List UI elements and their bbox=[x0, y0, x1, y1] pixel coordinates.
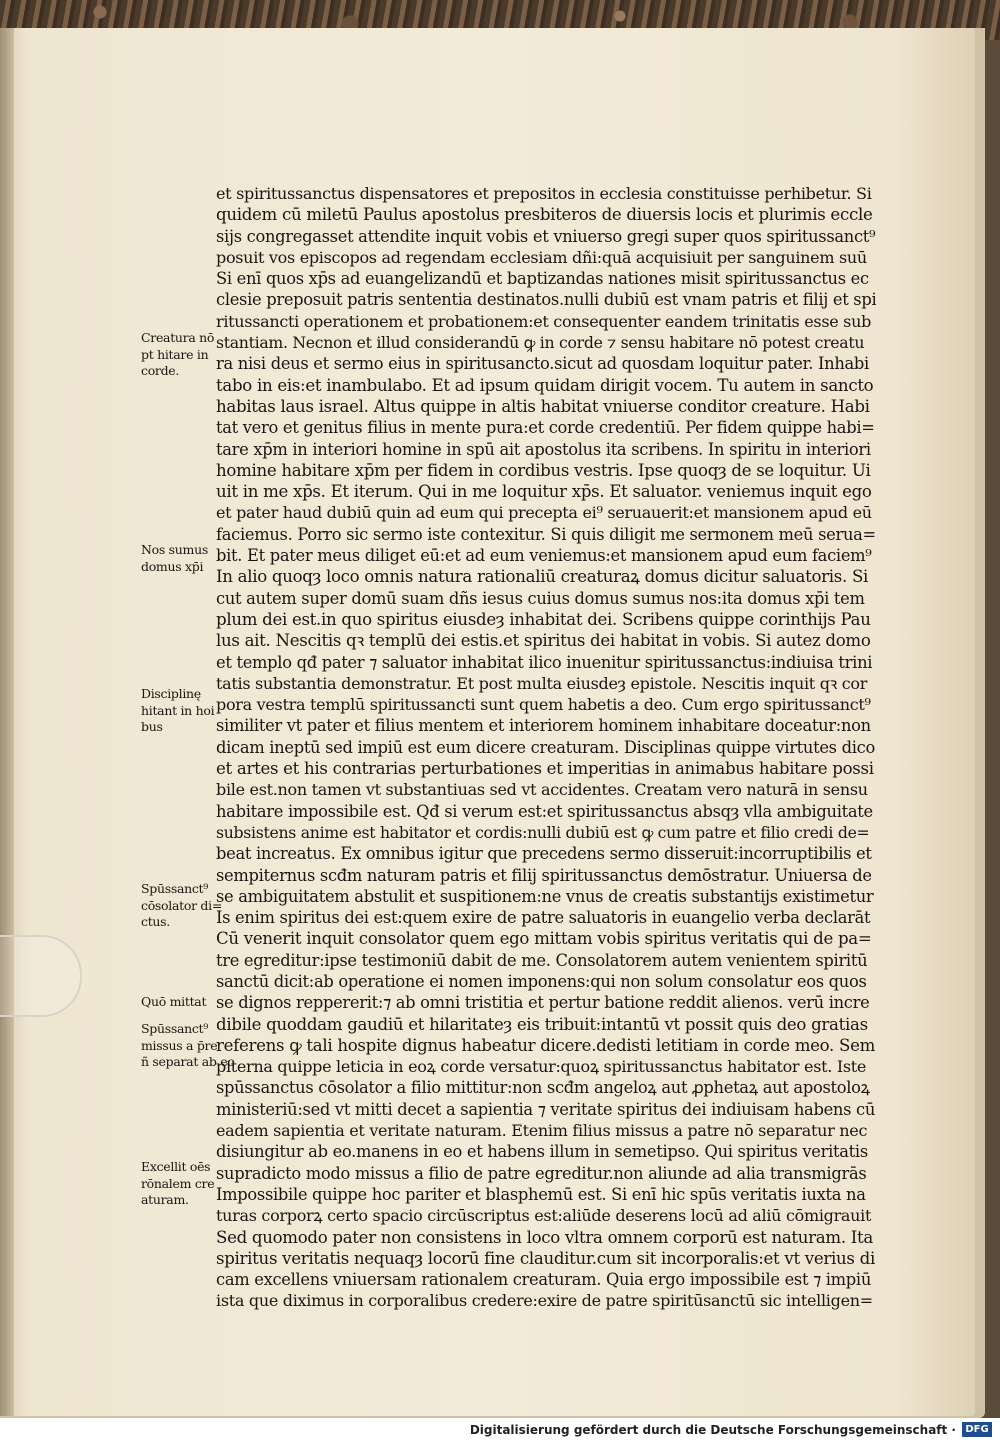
text-line: Sed quomodo pater non consistens in loco vltra omnem corporū est naturam. Ita bbox=[216, 1227, 874, 1247]
margin-gloss bbox=[141, 542, 233, 575]
gloss-line: missus a p̄re bbox=[141, 1037, 218, 1053]
text-line: ra nisi deus et sermo eius in spiritusancto.sicut ad quosdam loquitur pater. Inhabi bbox=[216, 354, 869, 374]
text-line: bit. Et pater meus diliget eū:et ad eum veniemus:et mansionem apud eum faciem⁹ bbox=[216, 546, 872, 566]
gloss-line: pt hitare in bbox=[141, 346, 209, 362]
gloss-line: Creatura nō bbox=[141, 330, 215, 345]
text-line: tatis substantia demonstratur. Et post multa eiusdeȝ epistole. Nescitis inquit qꝛ cor bbox=[216, 673, 868, 693]
gloss-line: Quō mittat bbox=[141, 994, 207, 1009]
text-line: lus ait. Nescitis qꝛ templū dei estis.et spiritus dei habitat in vobis. Si autez domo bbox=[216, 631, 871, 651]
text-line: tabo in eis:et inambulabo. Et ad ipsum quidam dirigit vocem. Tu autem in sancto bbox=[216, 375, 874, 395]
text-line: similiter vt pater et filius mentem et interiorem hominem inhabitare doceatur:non bbox=[216, 716, 871, 736]
text-line: disiungitur ab eo.manens in eo et habens illum in semetipso. Qui spiritus veritatis bbox=[216, 1142, 868, 1162]
text-line: Si enī quos xp̄s ad euangelizandū et baptizandas nationes misit spiritussanctus ec bbox=[216, 269, 869, 289]
text-line: Is enim spiritus dei est:quem exire de patre saluatoris in euangelio verba declarāt bbox=[216, 908, 871, 928]
text-line: In alio quoqȝ loco omnis natura rationaliū creaturaꝝ domus dicitur saluatoris. Si bbox=[216, 567, 869, 587]
text-line: Cū venerit inquit consolator quem ego mittam vobis spiritus veritatis qui de pa= bbox=[216, 929, 872, 949]
gloss-line: Spūssanct⁹ bbox=[141, 881, 208, 896]
gloss-line: aturam. bbox=[141, 1192, 189, 1207]
text-line: dibile quoddam gaudiū et hilaritateȝ eis tribuit:intantū vt possit quis deo gratias bbox=[216, 1014, 868, 1034]
text-line: eadem sapientia et veritate naturam. Etenim filius missus a patre nō separatur nec bbox=[216, 1121, 868, 1141]
margin-gloss bbox=[141, 881, 233, 931]
gloss-line: Nos sumus bbox=[141, 542, 208, 557]
text-line: plum dei est.in quo spiritus eiusdeȝ inhabitat dei. Scribens quippe corinthijs Pau bbox=[216, 609, 871, 629]
text-line: habitare impossibile est. Qđ si verum est:et spiritussanctus absqȝ vlla ambiguitate bbox=[216, 801, 873, 821]
margin-gloss bbox=[141, 1021, 233, 1071]
text-line: Impossibile quippe hoc pariter et blasphemū est. Si enī hic spūs veritatis iuxta na bbox=[216, 1184, 866, 1204]
text-line: supradicto modo missus a filio de patre egreditur.non aliunde ad alia transmigrās bbox=[216, 1163, 867, 1183]
text-line: referens ꝙ tali hospite dignus habeatur dicere.dedisti letitiam in corde meo. Sem bbox=[216, 1035, 876, 1055]
text-line: et templo qđ pater ⁊ saluator inhabitat ilico inuenitur spiritussanctus:indiuisa trini bbox=[216, 652, 873, 672]
text-line: ministeriū:sed vt mitti decet a sapientia ⁊ veritate spiritus dei indiuisam habens cū bbox=[216, 1099, 876, 1119]
text-line: faciemus. Porro sic sermo iste contexitur. Si quis diligit me sermonem meū serua= bbox=[216, 524, 876, 544]
text-line: se ambiguitatem abstulit et suspitionem:ne vnus de creatis substantijs existimetur bbox=[216, 886, 874, 906]
text-line: quidem cū miletū Paulus apostolus presbiteros de diuersis locis et plurimis eccle bbox=[216, 205, 873, 225]
dfg-logo: DFG bbox=[962, 1422, 992, 1437]
text-line: uit in me xp̄s. Et iterum. Qui in me loquitur xp̄s. Et saluator. veniemus inquit ego bbox=[216, 482, 872, 502]
page-clip bbox=[0, 935, 82, 1017]
text-line: posuit vos episcopos ad regendam ecclesiam dñi:quā acquisiuit per sanguinem suū bbox=[216, 247, 867, 267]
text-line: et pater haud dubiū quin ad eum qui precepta ei⁹ seruauerit:et mansionem apud eū bbox=[216, 503, 872, 523]
gloss-line: Excellit oēs bbox=[141, 1159, 211, 1174]
text-line: sijs congregasset attendite inquit vobis et vniuerso gregi super quos spiritussanct⁹ bbox=[216, 226, 876, 246]
gloss-line: ctus. bbox=[141, 914, 170, 929]
text-line: se dignos reppererit:⁊ ab omni tristitia et pertur batione reddit alienos. verū incre bbox=[216, 993, 870, 1013]
text-line: sanctū dicit:ab operatione ei nomen imponens:qui non solum consolatur eos quos bbox=[216, 971, 867, 991]
main-text-column bbox=[216, 183, 876, 1312]
text-line: beat increatus. Ex omnibus igitur que precedens sermo disseruit:incorruptibilis et bbox=[216, 844, 872, 864]
text-line: ritussancti operationem et probationem:et consequenter eandem trinitatis esse sub bbox=[216, 311, 872, 331]
text-line: ista que diximus in corporalibus credere:exire de patre spiritūsanctū sic intelligen= bbox=[216, 1291, 873, 1311]
text-line: et spiritussanctus dispensatores et prepositos in ecclesia constituisse perhibetur. Si bbox=[216, 184, 872, 203]
text-line: cut autem super domū suam dñs iesus cuius domus sumus nos:ita domus xp̄i tem bbox=[216, 588, 865, 608]
margin-gloss bbox=[141, 1159, 233, 1209]
gloss-line: hitant in hoi bbox=[141, 702, 215, 718]
margin-gloss bbox=[141, 686, 233, 736]
text-line: tare xp̄m in interiori homine in spū ait apostolus ita scribens. In spiritu in interiori bbox=[216, 439, 871, 459]
text-line: piterna quippe leticia in eoꝝ corde versatur:quoꝝ spiritussanctus habitator est. Iste bbox=[216, 1057, 867, 1077]
gloss-line: ñ separat ab eo bbox=[141, 1054, 235, 1069]
text-line: tat vero et genitus filius in mente pura:et corde credentiū. Per fidem quippe habi= bbox=[216, 418, 875, 438]
text-line: et artes et his contrarias perturbationes et imperitias in animabus habitare possi bbox=[216, 759, 874, 779]
text-line: sempiternus scđm naturam patris et filij spiritussanctus demōstratur. Uniuersa de bbox=[216, 865, 872, 885]
text-line: subsistens anime est habitator et cordis:nulli dubiū est ꝙ cum patre et filio credi de= bbox=[216, 822, 870, 842]
text-line: stantiam. Necnon et illud considerandū ꝙ in corde ⁊ sensu habitare nō potest creatu bbox=[216, 333, 865, 353]
text-line: spūssanctus cōsolator a filio mittitur:non scđm angeloꝝ aut ꝓphetaꝝ aut apostoloꝝ bbox=[216, 1078, 870, 1098]
gloss-line: bus bbox=[141, 719, 163, 734]
gloss-line: corde. bbox=[141, 363, 180, 378]
text-line: homine habitare xp̄m per fidem in cordibus vestris. Ipse quoqȝ de se loquitur. Ui bbox=[216, 460, 871, 480]
text-line: pora vestra templū spiritussancti sunt quem habetis a deo. Cum ergo spiritussanct⁹ bbox=[216, 695, 871, 715]
text-line: bile est.non tamen vt substantiuas sed vt accidentes. Creatam vero naturā in sensu bbox=[216, 780, 868, 800]
text-line: dicam ineptū sed impiū est eum dicere creaturam. Disciplinas quippe virtutes dico bbox=[216, 737, 875, 757]
gloss-line: Disciplinę bbox=[141, 686, 201, 701]
book-binding bbox=[0, 28, 14, 1416]
funding-credit: Digitalisierung gefördert durch die Deutsche Forschungsgemeinschaft · bbox=[469, 1423, 956, 1437]
margin-gloss bbox=[141, 330, 233, 380]
text-line: habitas laus israel. Altus quippe in altis habitat vniuerse conditor creature. Habi bbox=[216, 396, 870, 416]
gloss-line: domus xp̄i bbox=[141, 558, 204, 574]
text-line: clesie preposuit patris sententia destinatos.nulli dubiū est vnam patris et filij et spi bbox=[216, 290, 876, 310]
gloss-line: Spūssanct⁹ bbox=[141, 1021, 208, 1036]
gloss-line: rōnalem cre bbox=[141, 1175, 215, 1191]
margin-gloss bbox=[141, 994, 233, 1011]
text-line: tre egreditur:ipse testimoniū dabit de me. Consolatorem autem venientem spiritū bbox=[216, 950, 868, 970]
text-line: spiritus veritatis nequaqȝ locorū fine clauditur.cum sit incorporalis:et vt verius di bbox=[216, 1248, 875, 1268]
text-line: cam excellens vniuersam rationalem creaturam. Quia ergo impossibile est ⁊ impiū bbox=[216, 1270, 872, 1290]
text-line: turas corporꝝ certo spacio circūscriptus est:aliūde deserens locū ad aliū cōmigrauit bbox=[216, 1206, 872, 1226]
gloss-line: cōsolator di= bbox=[141, 897, 222, 913]
